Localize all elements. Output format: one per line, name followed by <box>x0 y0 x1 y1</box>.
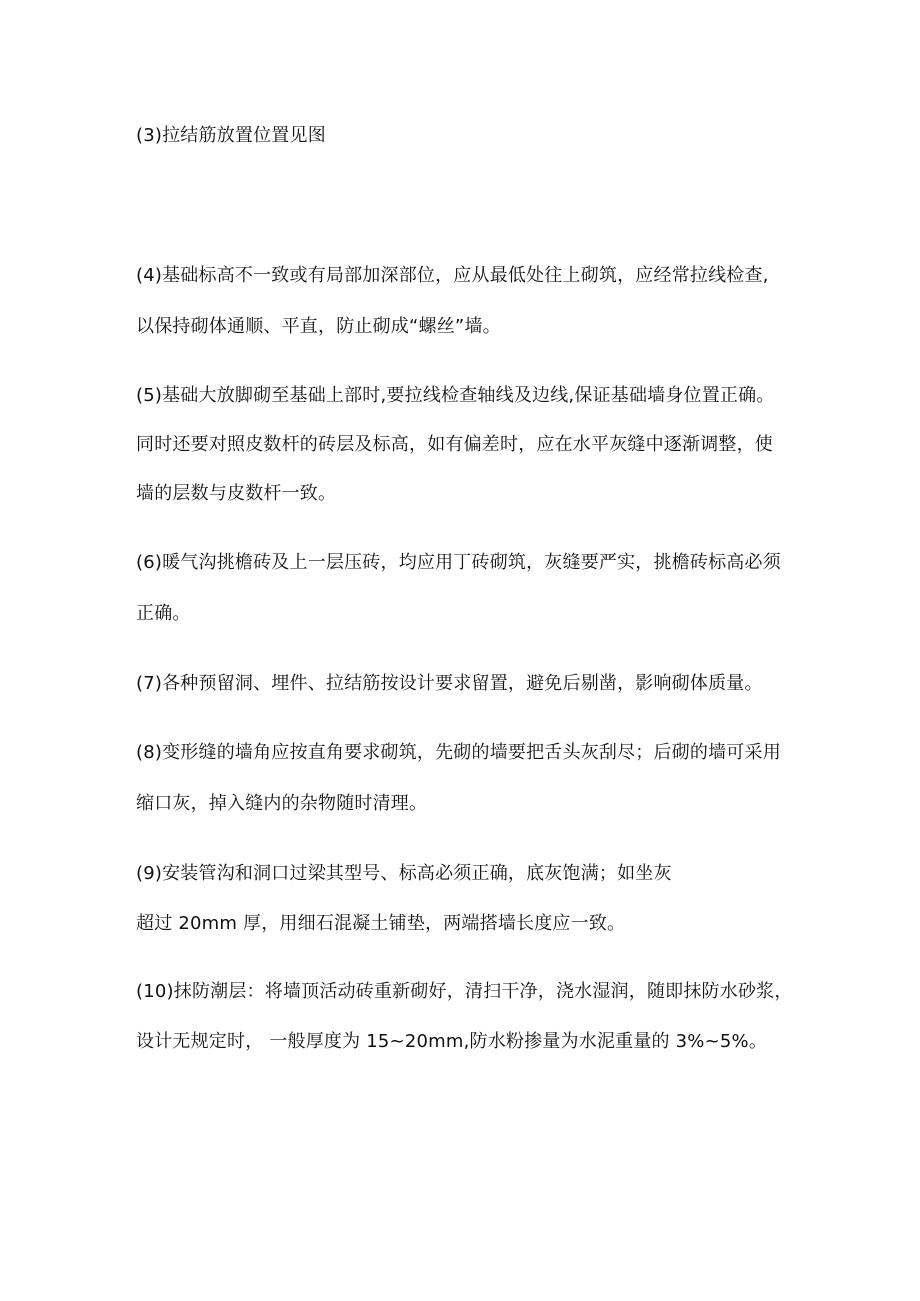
paragraph-7-line-1: (7)各种预留洞、埋件、拉结筋按设计要求留置，避免后剔凿，影响砌体质量。 <box>136 673 763 694</box>
paragraph-9-line-2: 超过 20mm 厚，用细石混凝土铺垫，两端搭墙长度应一致。 <box>136 913 626 934</box>
paragraph-6-line-1: (6)暖气沟挑檐砖及上一层压砖，均应用丁砖砌筑，灰缝要严实，挑檐砖标高必须 <box>136 552 781 573</box>
paragraph-8-line-1: (8)变形缝的墙角应按直角要求砌筑，先砌的墙要把舌头灰刮尽；后砌的墙可采用 <box>136 742 781 763</box>
paragraph-4-line-2: 以保持砌体通顺、平直，防止砌成“螺丝”墙。 <box>136 316 501 337</box>
paragraph-8-line-2: 缩口灰，掉入缝内的杂物随时清理。 <box>136 793 428 814</box>
paragraph-5-line-2: 同时还要对照皮数杆的砖层及标高，如有偏差时，应在水平灰缝中逐渐调整，使 <box>136 434 773 455</box>
paragraph-10-line-1: (10)抹防潮层：将墙顶活动砖重新砌好，清扫干净，浇水湿润，随即抹防水砂浆， <box>136 981 793 1002</box>
paragraph-9-line-1: (9)安装管沟和洞口过梁其型号、标高必须正确，底灰饱满；如坐灰 <box>136 863 672 884</box>
paragraph-10-line-2: 设计无规定时， 一般厚度为 15~20mm,防水粉掺量为水泥重量的 3%~5%。 <box>136 1031 768 1052</box>
paragraph-3-line-1: (3)拉结筋放置位置见图 <box>136 125 326 146</box>
paragraph-6-line-2: 正确。 <box>136 603 191 624</box>
paragraph-4-line-1: (4)基础标高不一致或有局部加深部位，应从最低处往上砌筑，应经常拉线检查, <box>136 265 769 286</box>
paragraph-5-line-1: (5)基础大放脚砌至基础上部时,要拉线检查轴线及边线,保证基础墙身位置正确。 <box>136 385 775 406</box>
paragraph-5-line-3: 墙的层数与皮数杆一致。 <box>136 483 337 504</box>
